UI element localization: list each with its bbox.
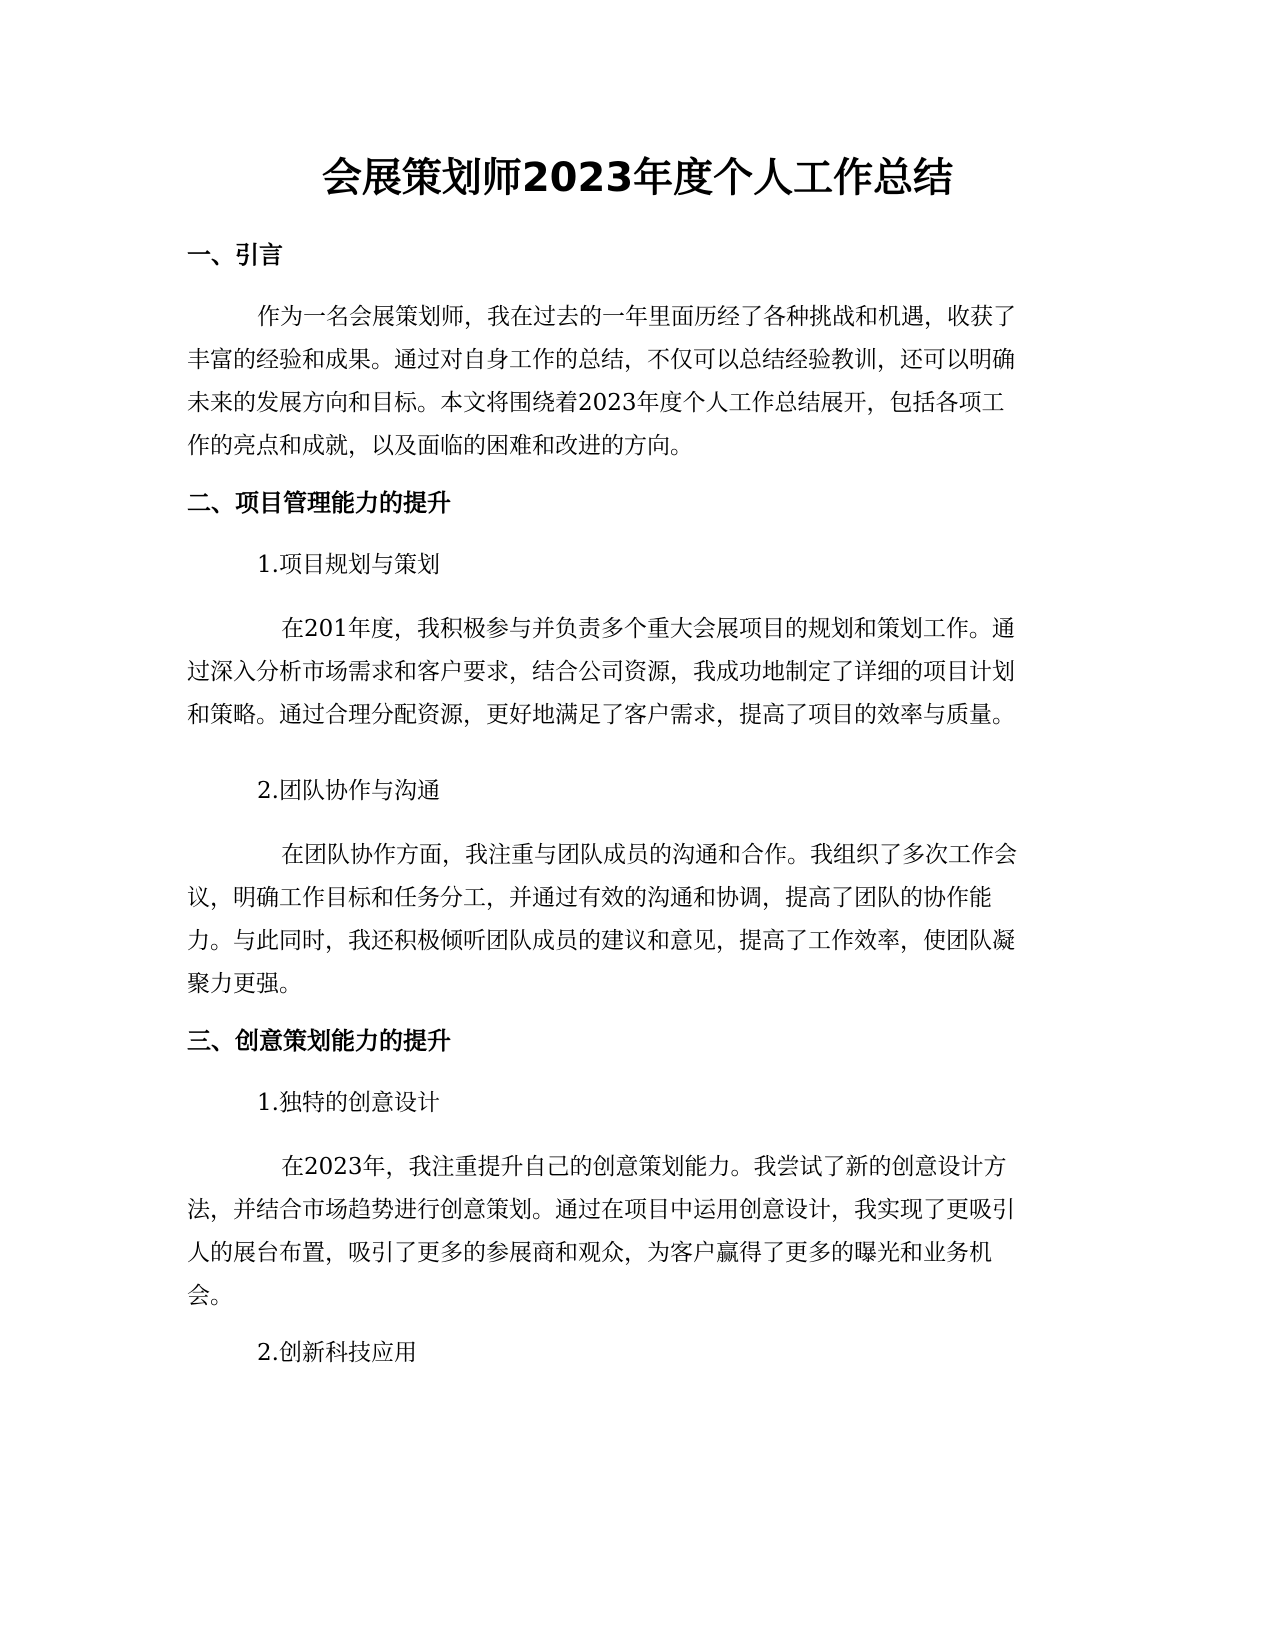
paragraph-line: 在201年度，我积极参与并负责多个重大会展项目的规划和策划工作。通	[281, 616, 1015, 642]
paragraph-line: 在2023年，我注重提升自己的创意策划能力。我尝试了新的创意设计方	[281, 1154, 1007, 1180]
paragraph-line: 作为一名会展策划师，我在过去的一年里面历经了各种挑战和机遇，收获了	[257, 304, 1016, 330]
paragraph-line: 未来的发展方向和目标。本文将围绕着2023年度个人工作总结展开，包括各项工	[187, 390, 1005, 416]
paragraph-line: 在团队协作方面，我注重与团队成员的沟通和合作。我组织了多次工作会	[281, 842, 1017, 868]
paragraph-creative-design	[187, 1146, 1087, 1318]
paragraph-line: 力。与此同时，我还积极倾听团队成员的建议和意见，提高了工作效率，使团队凝	[187, 928, 1015, 954]
subsection-title-tech-innovation: 2.创新科技应用	[257, 1340, 417, 1366]
paragraph-team-collaboration	[187, 834, 1087, 1006]
paragraph-line: 过深入分析市场需求和客户要求，结合公司资源，我成功地制定了详细的项目计划	[187, 659, 1015, 685]
paragraph-line: 会。	[187, 1283, 233, 1309]
paragraph-line: 法，并结合市场趋势进行创意策划。通过在项目中运用创意设计，我实现了更吸引	[187, 1197, 1015, 1223]
section-heading-creative-planning: 三、创意策划能力的提升	[187, 1027, 451, 1055]
paragraph-line: 议，明确工作目标和任务分工，并通过有效的沟通和协调，提高了团队的协作能	[187, 885, 992, 911]
paragraph-line: 和策略。通过合理分配资源，更好地满足了客户需求，提高了项目的效率与质量。	[187, 702, 1015, 728]
subsection-title-creative-design: 1.独特的创意设计	[257, 1090, 440, 1116]
paragraph-line: 人的展台布置，吸引了更多的参展商和观众，为客户赢得了更多的曝光和业务机	[187, 1240, 992, 1266]
paragraph-line: 丰富的经验和成果。通过对自身工作的总结，不仅可以总结经验教训，还可以明确	[187, 347, 1015, 373]
paragraph-project-planning	[187, 608, 1087, 737]
section-heading-project-management: 二、项目管理能力的提升	[187, 489, 451, 517]
paragraph-line: 聚力更强。	[187, 971, 302, 997]
subsection-title-team-collaboration: 2.团队协作与沟通	[257, 778, 440, 804]
paragraph-introduction	[187, 296, 1087, 468]
paragraph-line: 作的亮点和成就，以及面临的困难和改进的方向。	[187, 433, 693, 459]
subsection-title-project-planning: 1.项目规划与策划	[257, 552, 440, 578]
document-title: 会展策划师2023年度个人工作总结	[321, 155, 954, 201]
section-heading-introduction: 一、引言	[187, 241, 283, 269]
